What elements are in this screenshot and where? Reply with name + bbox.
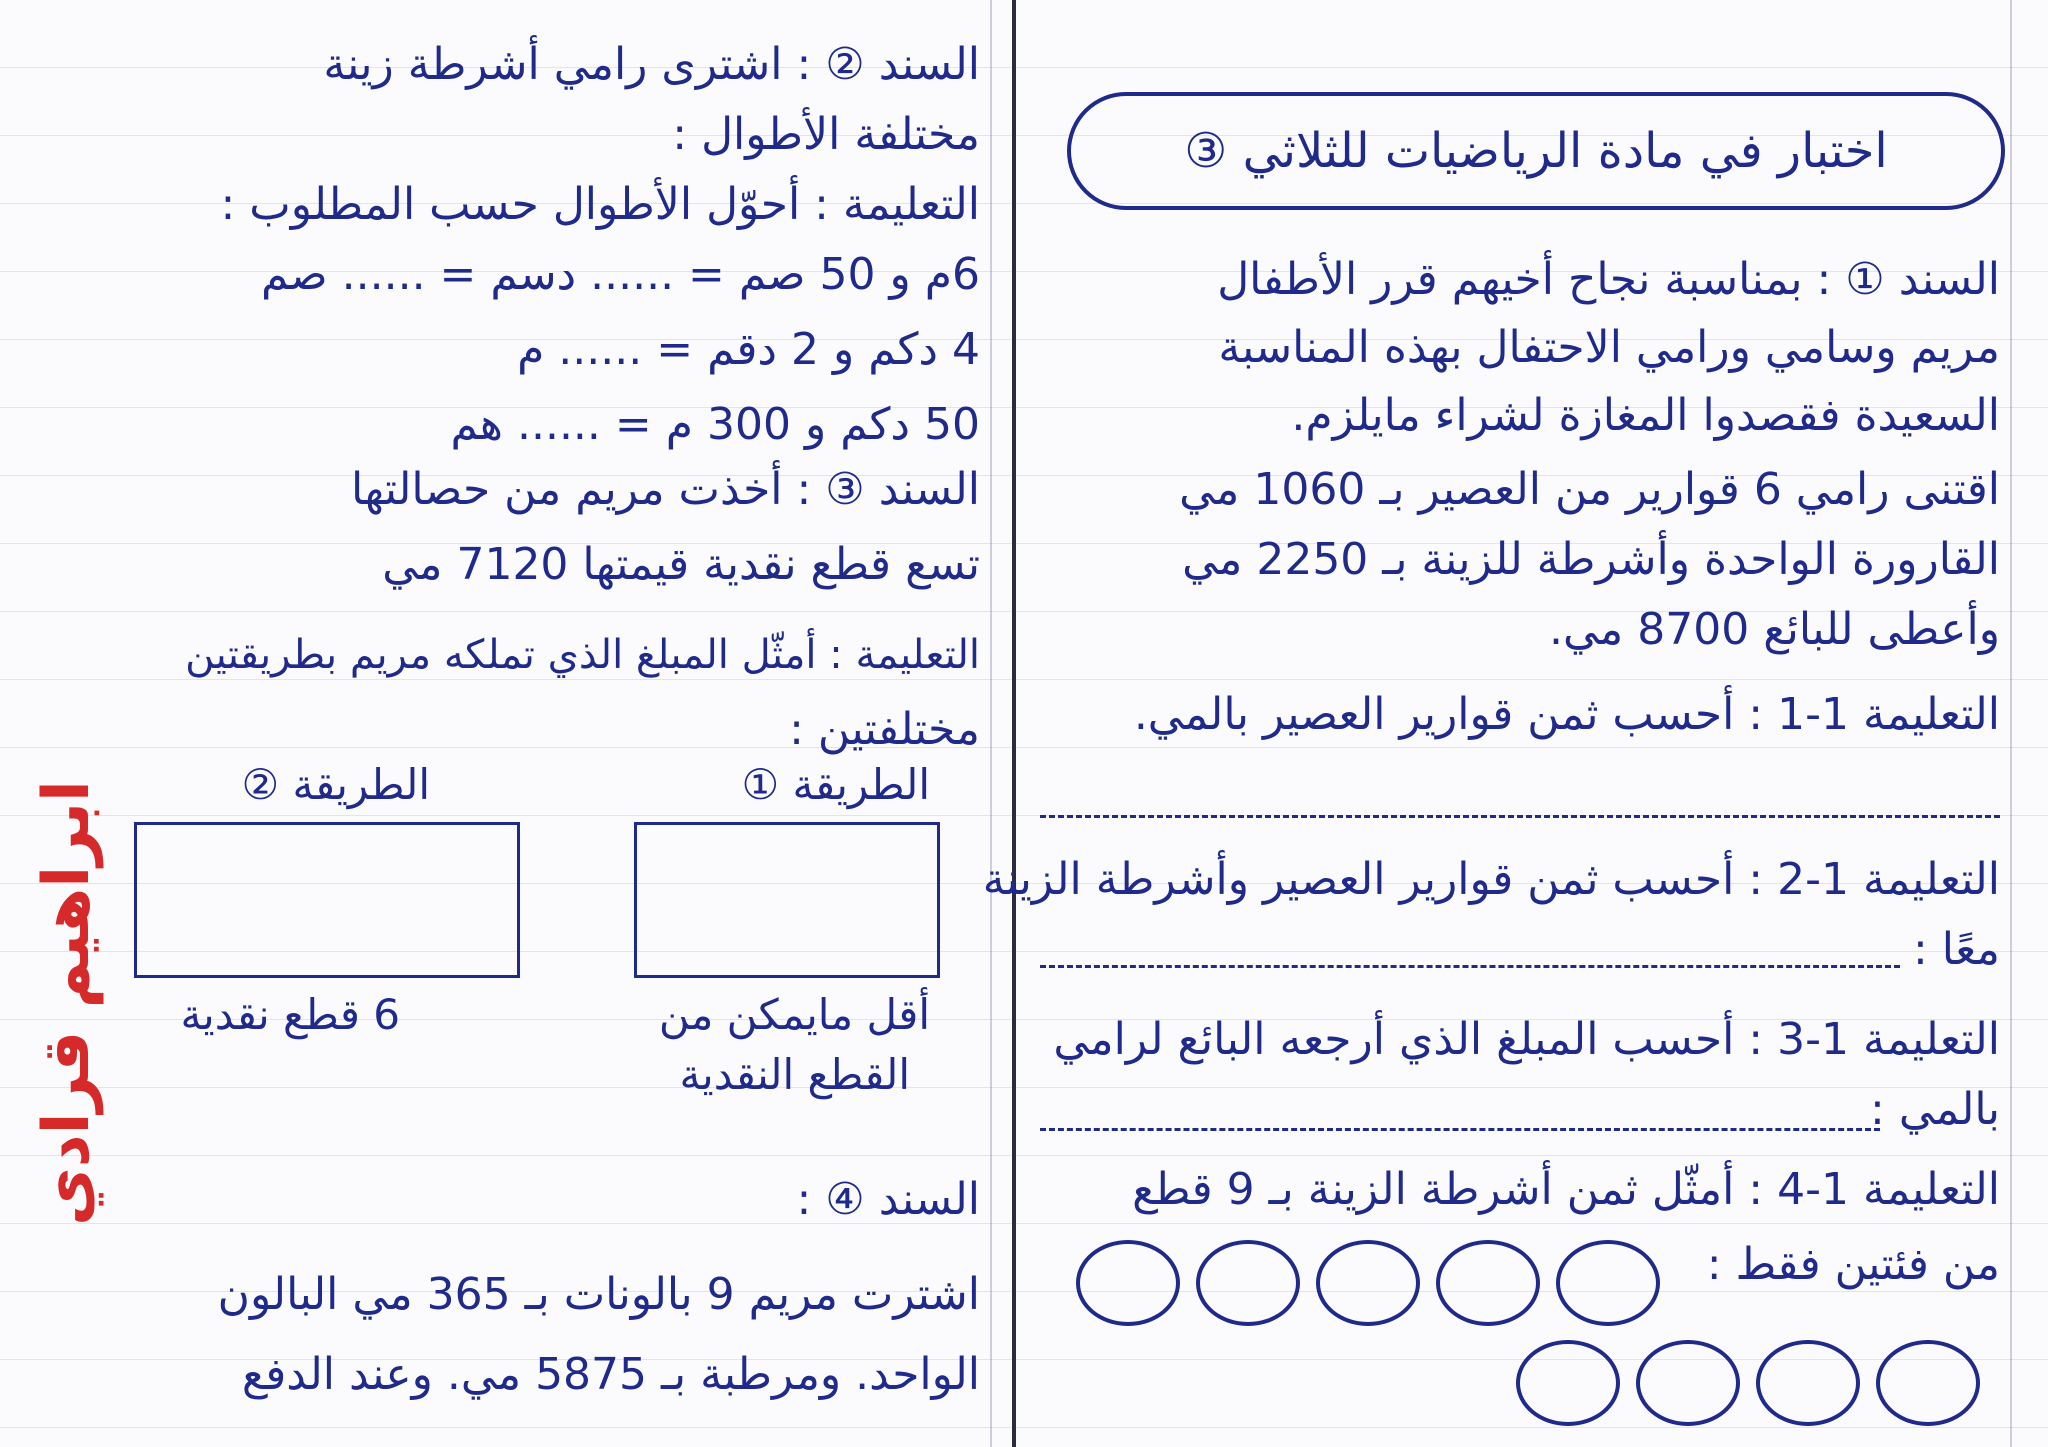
method-1-caption: أقل مايمكن من <box>658 990 930 1039</box>
method-2-caption: 6 قطع نقدية <box>180 990 400 1039</box>
method-1-label: الطريقة ① <box>741 760 930 809</box>
coin-circle <box>1756 1340 1860 1426</box>
instruction-1-3: التعليمة 1-3 : أحسب المبلغ الذي أرجعه البائع لرامي <box>1053 1014 2000 1065</box>
conversion-1: 6م و 50 صم = ...... دسم = ...... صم <box>261 249 980 300</box>
s4-line: الواحد. ومرطبة بـ 5875 مي. وعند الدفع <box>241 1349 980 1400</box>
s1-line: السند ① : بمناسبة نجاح أخيهم قرر الأطفال <box>1217 254 2000 305</box>
method-1-box <box>634 822 940 978</box>
exam-title: اختبار في مادة الرياضيات للثلاثي ③ <box>1067 92 2005 210</box>
s1-line: مريم وسامي ورامي الاحتفال بهذه المناسبة <box>1218 322 2000 373</box>
s3-line: السند ③ : أخذت مريم من حصالتها <box>351 464 980 515</box>
instruction-1-2: التعليمة 1-2 : أحسب ثمن قوارير العصير وأشرطة الزينة <box>982 854 2000 905</box>
instruction-1-1: التعليمة 1-1 : أحسب ثمن قوارير العصير بالمي. <box>1133 689 2000 740</box>
s2-line: التعليمة : أحوّل الأطوال حسب المطلوب : <box>220 179 980 230</box>
answer-line <box>1040 965 1900 968</box>
coin-circle <box>1076 1240 1180 1326</box>
conversion-2: 4 دكم و 2 دقم = ...... م <box>517 324 980 375</box>
coin-circle <box>1556 1240 1660 1326</box>
method-2-label: الطريقة ② <box>241 760 430 809</box>
coin-circle <box>1636 1340 1740 1426</box>
coin-circle <box>1516 1340 1620 1426</box>
s2-line: مختلفة الأطوال : <box>672 109 980 160</box>
coin-circle <box>1196 1240 1300 1326</box>
s4-line: اشترت مريم 9 بالونات بـ 365 مي البالون <box>217 1269 980 1320</box>
instruction-1-4: التعليمة 1-4 : أمثّل ثمن أشرطة الزينة بـ 9 قطع <box>1132 1164 2000 1215</box>
s1-line: اقتنى رامي 6 قوارير من العصير بـ 1060 مي <box>1179 464 2000 515</box>
right-page <box>982 0 2020 1447</box>
coin-circle <box>1876 1340 1980 1426</box>
s1-line: وأعطى للبائع 8700 مي. <box>1549 604 2000 655</box>
conversion-3: 50 دكم و 300 م = ...... هم <box>450 399 980 450</box>
instruction-1-4-cont: من فئتين فقط : <box>1706 1239 2000 1290</box>
method-1-caption: القطع النقدية <box>679 1050 910 1099</box>
method-2-box <box>134 822 520 978</box>
s3-line: مختلفتين : <box>789 704 980 755</box>
page-fold <box>1012 0 1016 1447</box>
left-page <box>10 0 1000 1447</box>
s3-line: التعليمة : أمثّل المبلغ الذي تملكه مريم بطريقتين <box>185 632 980 678</box>
coin-circle <box>1436 1240 1540 1326</box>
answer-line <box>1040 1128 1880 1131</box>
instruction-1-2-cont: معًا : <box>1912 924 2000 975</box>
instruction-1-3-cont: بالمي : <box>1870 1084 2000 1135</box>
s1-line: القارورة الواحدة وأشرطة للزينة بـ 2250 مي <box>1182 534 2000 585</box>
s4-title: السند ④ : <box>796 1174 980 1225</box>
s1-line: السعيدة فقصدوا المغازة لشراء مايلزم. <box>1291 390 2000 441</box>
coin-circle <box>1316 1240 1420 1326</box>
answer-line <box>1040 815 2000 818</box>
s3-line: تسع قطع نقدية قيمتها 7120 مي <box>382 539 980 590</box>
s2-line: السند ② : اشترى رامي أشرطة زينة <box>323 39 980 90</box>
author-watermark: ابراهيم قرادي <box>30 780 104 1226</box>
